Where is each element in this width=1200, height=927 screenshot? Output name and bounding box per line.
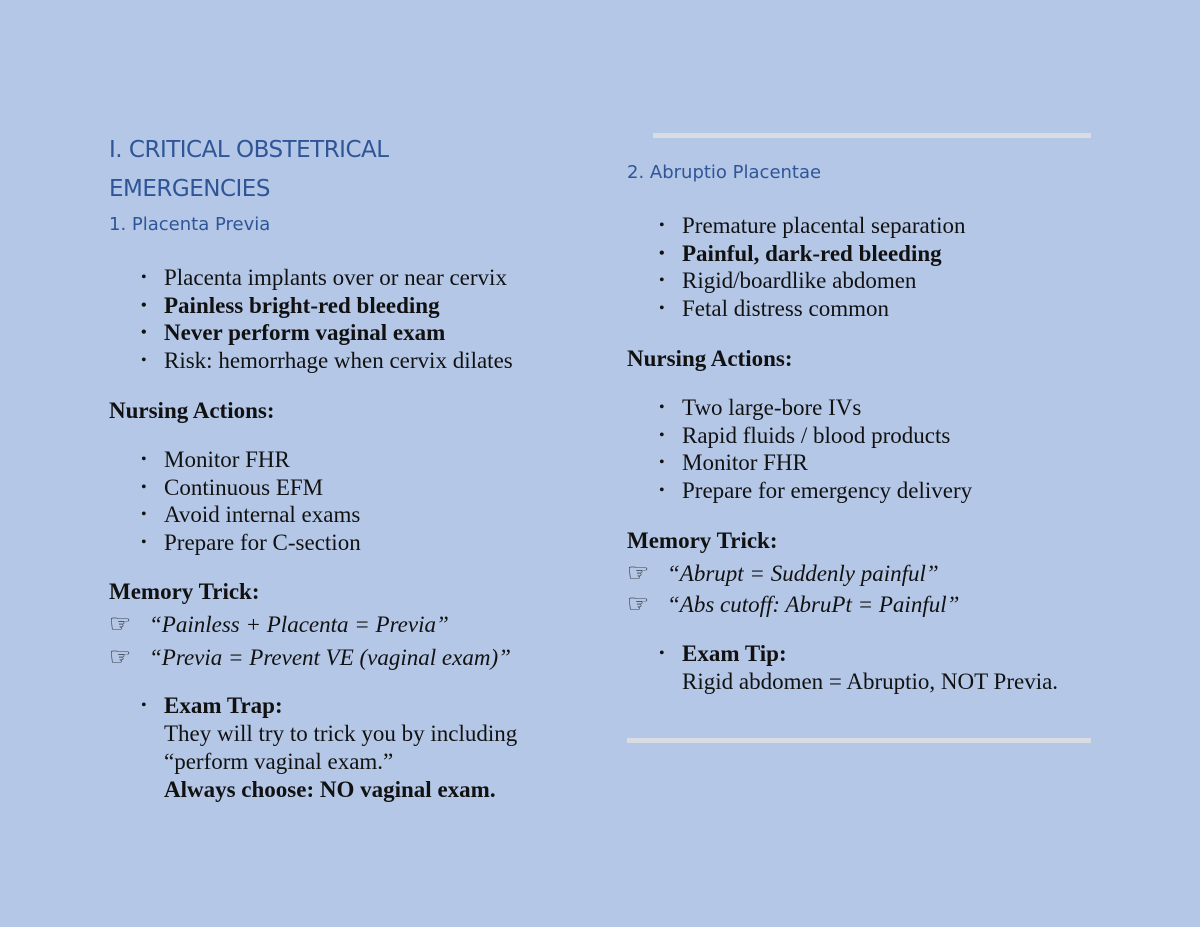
list-item: • Prepare for emergency delivery — [659, 478, 973, 504]
previa-actions-list — [109, 446, 361, 557]
bullet-icon: • — [659, 217, 665, 234]
section-title-line1: I. CRITICAL OBSTETRICAL — [109, 137, 389, 163]
nursing-actions-label: Nursing Actions: — [627, 346, 793, 371]
bullet-icon: • — [141, 534, 147, 552]
list-item: • Continuous EFM — [141, 474, 324, 500]
bullet-icon: • — [659, 645, 665, 662]
list-item: • Monitor FHR — [659, 450, 808, 476]
bullet-icon: • — [141, 478, 147, 496]
list-item: • Rapid fluids / blood products — [659, 422, 951, 448]
list-item: • Avoid internal exams — [141, 502, 361, 528]
list-item: • Monitor FHR — [141, 447, 290, 472]
exam-trap-label: Exam Trap: — [164, 693, 283, 718]
list-item: • Risk: hemorrhage when cervix dilates — [141, 348, 513, 374]
memory-trick-line: ☞ “Previa = Prevent VE (vaginal exam)” — [109, 642, 511, 671]
abruptio-actions-list — [627, 394, 972, 505]
bullet-icon: • — [141, 506, 147, 524]
exam-trap-text: “perform vaginal exam.” — [164, 749, 394, 774]
pointing-hand-icon: ☞ — [627, 558, 650, 587]
abruptio-placentae-heading: 2. Abruptio Placentae — [627, 162, 822, 183]
bullet-icon: • — [141, 324, 147, 342]
pointing-hand-icon: ☞ — [627, 589, 650, 618]
memory-trick-line: ☞ “Painless + Placenta = Previa” — [109, 609, 449, 638]
memory-trick-label: Memory Trick: — [627, 528, 778, 553]
list-item: • Never perform vaginal exam — [141, 320, 446, 346]
exam-trap-conclusion: Always choose: NO vaginal exam. — [164, 777, 496, 802]
bullet-icon: • — [141, 269, 147, 286]
exam-tip-text: Rigid abdomen = Abruptio, NOT Previa. — [682, 669, 1059, 694]
previa-facts-list — [109, 264, 513, 375]
list-item: • Fetal distress common — [659, 296, 889, 322]
list-item: • Painless bright-red bleeding — [141, 292, 440, 318]
pointing-hand-icon: ☞ — [109, 642, 132, 671]
memory-trick-line: ☞ “Abrupt = Suddenly painful” — [627, 558, 939, 587]
bullet-icon: • — [141, 352, 147, 370]
divider-rule — [653, 133, 1091, 138]
memory-trick-label: Memory Trick: — [109, 579, 260, 604]
bullet-icon: • — [141, 697, 147, 714]
bullet-icon: • — [659, 426, 665, 444]
divider-rule — [627, 738, 1091, 743]
exam-trap-block — [109, 692, 517, 804]
list-item: • Two large-bore IVs — [659, 395, 862, 420]
list-item: • Prepare for C-section — [141, 530, 361, 556]
list-item: • Painful, dark-red bleeding — [659, 240, 942, 266]
bullet-icon: • — [659, 300, 665, 318]
list-item: • Rigid/boardlike abdomen — [659, 268, 917, 294]
placenta-previa-heading: 1. Placenta Previa — [109, 214, 271, 235]
exam-trap-text: They will try to trick you by including — [164, 721, 518, 746]
bullet-icon: • — [141, 451, 147, 468]
exam-tip-label: Exam Tip: — [682, 641, 787, 666]
memory-trick-line: ☞ “Abs cutoff: AbruPt = Painful” — [627, 589, 960, 618]
bullet-icon: • — [141, 296, 147, 314]
bullet-icon: • — [659, 482, 665, 500]
exam-tip-block — [627, 640, 1058, 696]
bullet-icon: • — [659, 454, 665, 472]
bullet-icon: • — [659, 272, 665, 290]
abruptio-facts-list — [627, 212, 966, 323]
section-title-line2: EMERGENCIES — [109, 176, 270, 202]
section-title — [109, 131, 389, 209]
bullet-icon: • — [659, 399, 665, 416]
list-item: • Premature placental separation — [659, 213, 966, 238]
bullet-icon: • — [659, 244, 665, 262]
pointing-hand-icon: ☞ — [109, 609, 132, 638]
list-item: • Placenta implants over or near cervix — [141, 265, 507, 290]
nursing-actions-label: Nursing Actions: — [109, 398, 275, 423]
